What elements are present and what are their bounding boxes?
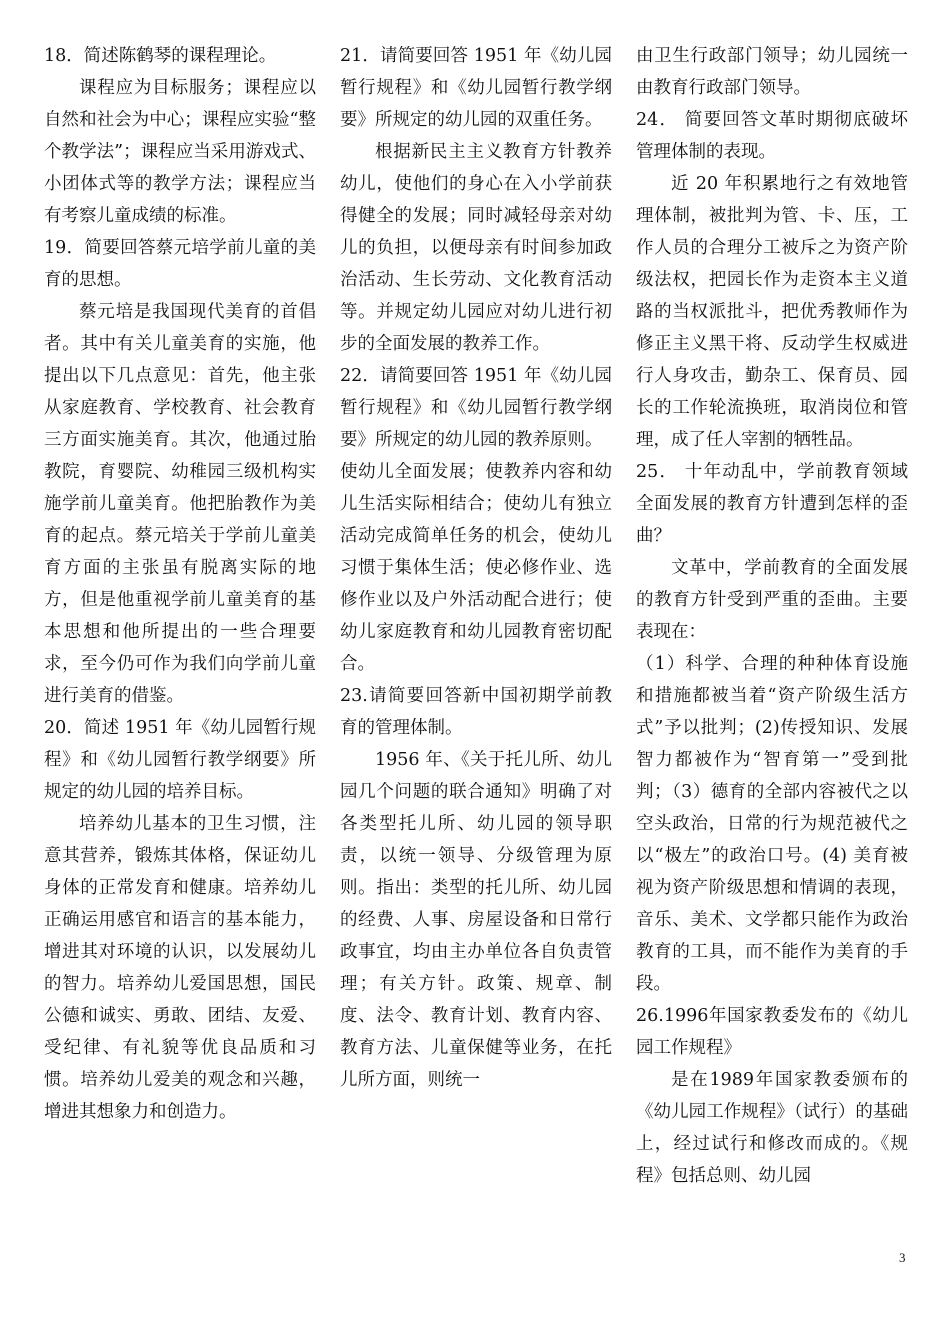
column-1 [44, 40, 316, 1128]
answer-25-list: （1）科学、合理的种种体育设施和措施都被当着“资产阶级生活方式”予以批判；(2)传授知识、发展智力都被作为“智育第一”受到批判；（3）德育的全部内容被代之以空头政治，日常的行为规范被代之以“极左”的政治口号。(4) 美育被视为资产阶级思想和情调的表现，音乐、美术、文学都只能作为政治教育的工具，而不能作为美育的手段。 [636, 654, 908, 994]
question-23: 23.请简要回答新中国初期学前教育的管理体制。 [340, 686, 612, 738]
column-3 [636, 40, 908, 1192]
question-21: 21．请简要回答 1951 年《幼儿园暂行规程》和《幼儿园暂行教学纲要》所规定的幼儿园的双重任务。 [340, 46, 612, 130]
answer-22: 使幼儿全面发展；使教养内容和幼儿生活实际相结合；使幼儿有独立活动完成简单任务的机会，使幼儿习惯于集体生活；使必修作业、选修作业以及户外活动配合进行；使幼儿家庭教育和幼儿园教育密切配合。 [340, 462, 612, 674]
answer-23: 1956 年、《关于托儿所、幼儿园几个问题的联合通知》明确了对各类型托儿所、幼儿园的领导职责，以统一领导、分级管理为原则。指出：类型的托儿所、幼儿园的经费、人事、房屋设备和日常行政事宜，均由主办单位各自负责管理；有关方针。政策、规章、制度、法令、教育计划、教育内容、教育方法、儿童保健等业务，在托儿所方面，则统一 [340, 750, 612, 1090]
answer-24: 近 20 年积累地行之有效地管理体制，被批判为管、卡、压，工作人员的合理分工被斥之为资产阶级法权，把园长作为走资本主义道路的当权派批斗，把优秀教师作为修正主义黑干将、反动学生权威进行人身攻击，勤杂工、保育员、园长的工作轮流换班，取消岗位和管理，成了任人宰割的牺牲品。 [636, 174, 908, 450]
answer-18: 课程应为目标服务；课程应以自然和社会为中心；课程应实验“整个教学法”；课程应当采用游戏式、小团体式等的教学方法；课程应当有考察儿童成绩的标准。 [44, 78, 316, 226]
page-number: 3 [899, 1250, 906, 1265]
question-19: 19．简要回答蔡元培学前儿童的美育的思想。 [44, 238, 316, 290]
column-2 [340, 40, 612, 1096]
answer-25-intro: 文革中，学前教育的全面发展的教育方针受到严重的歪曲。主要表现在： [636, 558, 908, 642]
answer-26: 是在1989年国家教委颁布的《幼儿园工作规程》（试行）的基础上，经过试行和修改而成的。《规程》包括总则、幼儿园 [636, 1070, 908, 1186]
question-26: 26.1996年国家教委发布的《幼儿园工作规程》 [636, 1006, 908, 1058]
answer-20: 培养幼儿基本的卫生习惯，注意其营养，锻炼其体格，保证幼儿身体的正常发育和健康。培养幼儿正确运用感官和语言的基本能力，增进其对环境的认识，以发展幼儿的智力。培养幼儿爱国思想，国民公德和诚实、勇敢、团结、友爱、受纪律、有礼貌等优良品质和习惯。培养幼儿爱美的观念和兴趣，增进其想象力和创造力。 [44, 814, 316, 1122]
question-18: 18．简述陈鹤琴的课程理论。 [44, 46, 277, 66]
question-20: 20．简述 1951 年《幼儿园暂行规程》和《幼儿园暂行教学纲要》所规定的幼儿园的培养目标。 [44, 718, 316, 802]
answer-23-continued: 由卫生行政部门领导；幼儿园统一由教育行政部门领导。 [636, 46, 908, 98]
answer-21: 根据新民主主义教育方针教养幼儿，使他们的身心在入小学前获得健全的发展；同时减轻母亲对幼儿的负担，以便母亲有时间参加政治活动、生长劳动、文化教育活动等。并规定幼儿园应对幼儿进行初步的全面发展的教养工作。 [340, 142, 612, 354]
question-24: 24． 简要回答文革时期彻底破坏管理体制的表现。 [636, 110, 908, 162]
question-25: 25． 十年动乱中，学前教育领域全面发展的教育方针遭到怎样的歪曲？ [636, 462, 908, 546]
answer-19: 蔡元培是我国现代美育的首倡者。其中有关儿童美育的实施，他提出以下几点意见：首先，他主张从家庭教育、学校教育、社会教育三方面实施美育。其次，他通过胎教院，育婴院、幼稚园三级机构实施学前儿童美育。他把胎教作为美育的起点。蔡元培关于学前儿童美育方面的主张虽有脱离实际的地方，但是他重视学前儿童美育的基本思想和他所提出的一些合理要求，至今仍可作为我们向学前儿童进行美育的借鉴。 [44, 302, 316, 706]
question-22: 22．请简要回答 1951 年《幼儿园暂行规程》和《幼儿园暂行教学纲要》所规定的幼儿园的教养原则。 [340, 366, 612, 450]
